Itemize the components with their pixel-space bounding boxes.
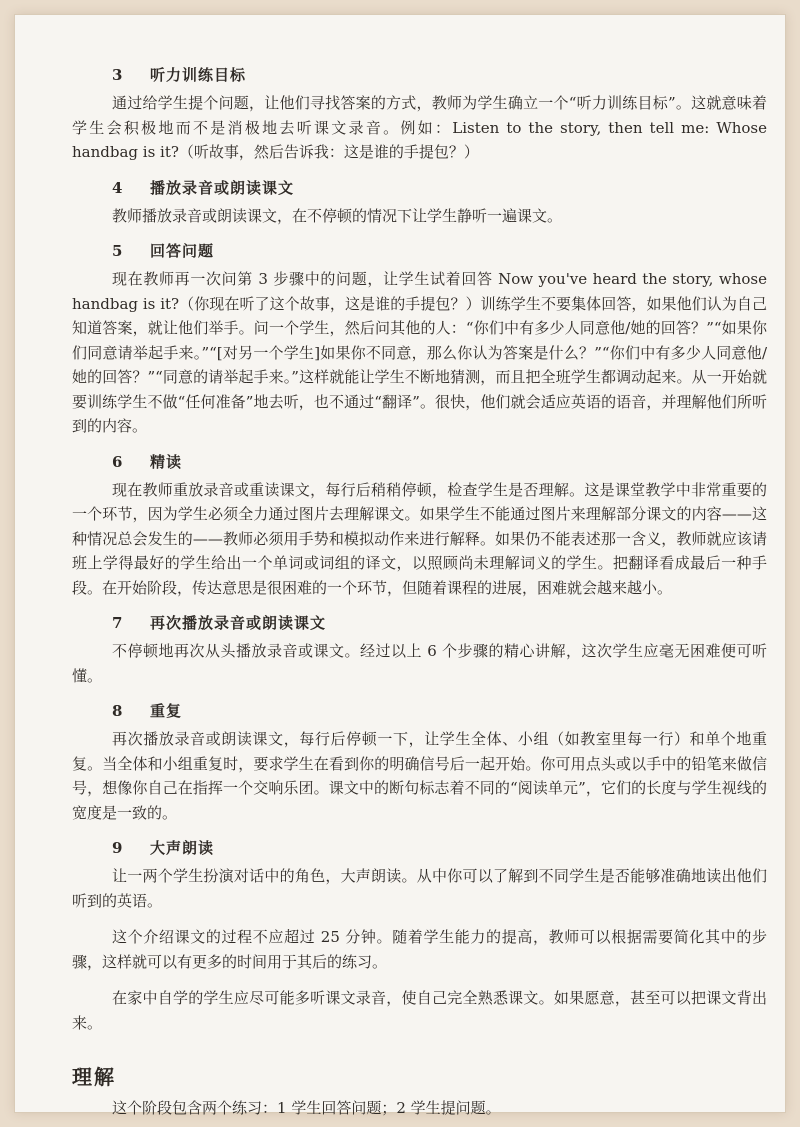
step-heading <box>112 177 767 198</box>
step-5 <box>72 240 767 439</box>
step-text: 通过给学生提个问题，让他们寻找答案的方式，教师为学生确立一个“听力训练目标”。这就意味着学生会积极地而不是消极地去听课文录音。例如：Listen to the story, then tell me: Whose handbag is it?（听故事，然后告诉我：这是谁的手提包？） <box>72 94 767 161</box>
step-6 <box>72 451 767 601</box>
step-heading <box>112 451 767 472</box>
step-text: 让一两个学生扮演对话中的角色，大声朗读。从中你可以了解到不同学生是否能够准确地读出他们听到的英语。 <box>72 867 767 910</box>
page-content <box>72 64 767 1121</box>
step-text: 再次播放录音或朗读课文，每行后停顿一下，让学生全体、小组（如教室里每一行）和单个地重复。当全体和小组重复时，要求学生在看到你的明确信号后一起开始。你可用点头或以手中的铅笔来做信号，想像你自己在指挥一个交响乐团。课文中的断句标志着不同的“阅读单元”，它们的长度与学生视线的宽度是一致的。 <box>72 730 767 822</box>
step-7 <box>72 612 767 688</box>
step-number: 5 <box>112 242 124 260</box>
summary-paragraph: 这个介绍课文的过程不应超过 25 分钟。随着学生能力的提高，教师可以根据需要简化其中的步骤，这样就可以有更多的时间用于其后的练习。 <box>72 928 767 971</box>
step-heading <box>112 240 767 261</box>
step-text: 教师播放录音或朗读课文，在不停顿的情况下让学生静听一遍课文。 <box>112 206 563 225</box>
book-page <box>14 14 786 1117</box>
step-number: 7 <box>112 614 124 632</box>
step-number: 9 <box>112 839 124 857</box>
step-heading <box>112 700 767 721</box>
step-heading <box>112 64 767 85</box>
step-title: 播放录音或朗读课文 <box>150 178 295 197</box>
step-9 <box>72 837 767 913</box>
step-title: 再次播放录音或朗读课文 <box>150 614 327 632</box>
step-text: 现在教师重放录音或重读课文，每行后稍稍停顿，检查学生是否理解。这是课堂教学中非常重要的一个环节，因为学生必须全力通过图片去理解课文。如果学生不能通过图片来理解部分课文的内容——这种情况总会发生的——教师必须用手势和模拟动作来进行解释。如果仍不能表述那一含义，教师就应该请班上学得最好的学生给出一个单词或词组的译文，以照顾尚未理解词义的学生。把翻译看成最后一种手段。在开始阶段，传达意思是很困难的一个环节，但随着课程的进展，困难就会越来越小。 <box>72 480 767 597</box>
step-heading <box>112 837 767 858</box>
step-text: 不停顿地再次从头播放录音或课文。经过以上 6 个步骤的精心讲解，这次学生应毫无困难便可听懂。 <box>72 642 767 685</box>
step-number: 6 <box>112 452 124 471</box>
section-heading: 理解 <box>72 1065 116 1089</box>
step-text: 现在教师再一次问第 3 步骤中的问题，让学生试着回答 Now you've heard the story, whose handbag is it?（你现在听了这个故事，这是谁的手提包？）训练学生不要集体回答，如果他们认为自己知道答案，就让他们举手。问一个学生，然后问其他的人：“你们中有多少人同意他/她的回答？”“如果你们同意请举起手来。”“[对另一个学生]如果你不同意，那么你认为答案是什么？”“你们中有多少人同意他/她的回答？”“同意的请举起手来。”这样就能让学生不断地猜测，而且把全班学生都调动起来。从一开始就要训练学生不做“任何准备”地去听，也不通过“翻译”。很快，他们就会适应英语的语音，并理解他们所听到的内容。 <box>72 270 767 435</box>
step-heading <box>112 612 767 633</box>
step-number: 3 <box>112 66 124 84</box>
step-title: 精读 <box>150 452 183 471</box>
step-title: 大声朗读 <box>150 839 215 857</box>
step-title: 听力训练目标 <box>150 66 247 84</box>
step-number: 8 <box>112 702 124 720</box>
step-title: 重复 <box>150 702 183 720</box>
section-text: 这个阶段包含两个练习：1 学生回答问题；2 学生提问题。 <box>112 1099 501 1117</box>
self-study-paragraph: 在家中自学的学生应尽可能多听课文录音，使自己完全熟悉课文。如果愿意，甚至可以把课文背出来。 <box>72 989 767 1032</box>
step-3 <box>72 64 767 165</box>
step-4 <box>72 177 767 229</box>
step-8 <box>72 700 767 825</box>
step-number: 4 <box>112 178 124 197</box>
step-title: 回答问题 <box>150 242 215 260</box>
